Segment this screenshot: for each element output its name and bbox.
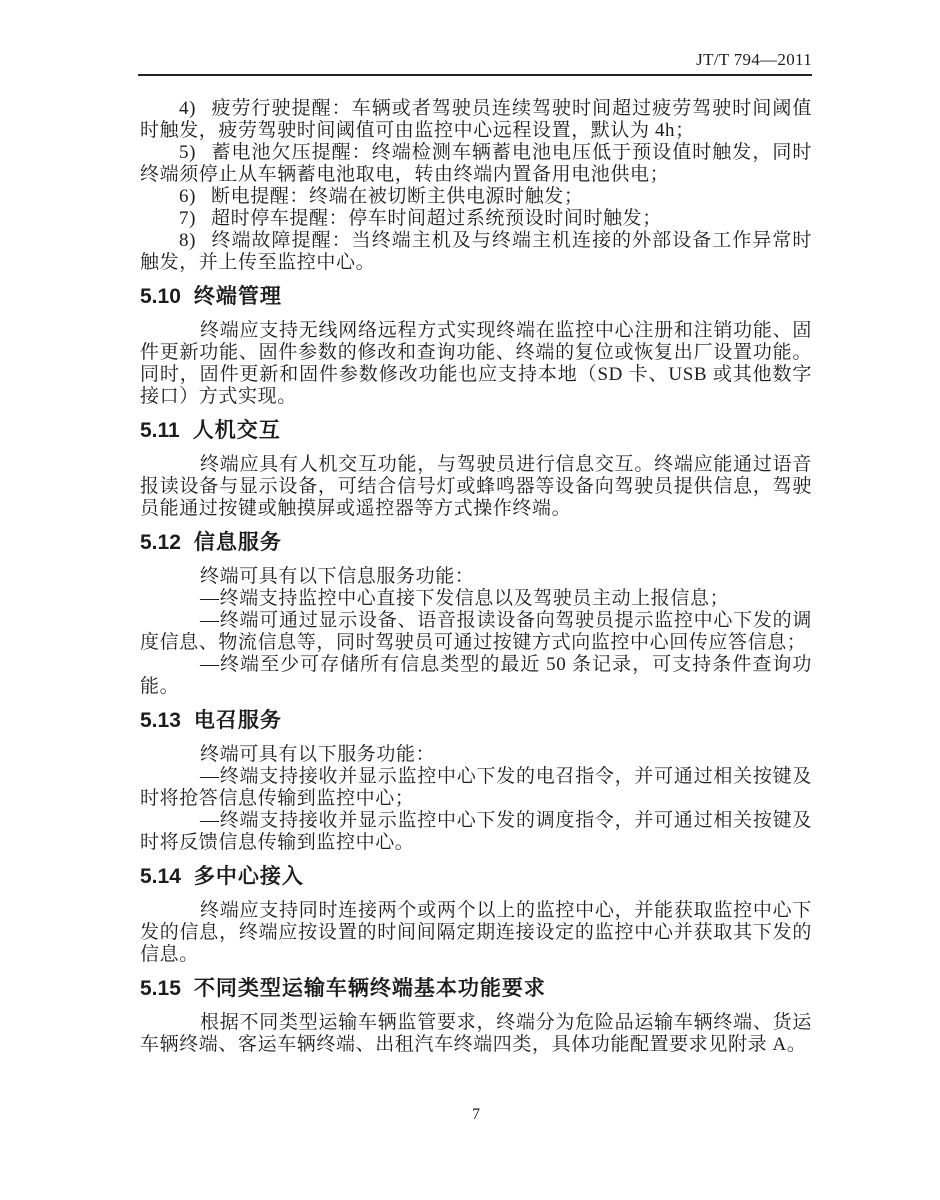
- section-paragraph: —终端支持监控中心直接下发信息以及驾驶员主动上报信息；: [200, 588, 730, 609]
- section-paragraph: —终端可通过显示设备、语音报读设备向驾驶员提示监控中心下发的调度信息、物流信息等，同时驾驶员可通过按键方式向监控中心回传应答信息；: [140, 610, 812, 653]
- section-paragraph: 终端可具有以下服务功能：: [200, 744, 436, 765]
- section-title: 电召服务: [193, 709, 282, 732]
- list-item-number: 4): [179, 98, 197, 119]
- page-number: 7: [472, 1106, 480, 1123]
- section-paragraph: —终端至少可存储所有信息类型的最近 50 条记录，可支持条件查询功能。: [140, 654, 812, 697]
- section-title: 终端管理: [193, 285, 282, 308]
- section-5-10: [140, 286, 812, 408]
- list-item-number: 8): [179, 230, 197, 251]
- section-heading: [140, 532, 812, 554]
- section-paragraph: —终端支持接收并显示监控中心下发的调度指令，并可通过相关按键及时将反馈信息传输到监控中心。: [140, 810, 812, 853]
- section-5-11: [140, 420, 812, 520]
- section-number: 5.10: [140, 285, 181, 308]
- section-number: 5.15: [140, 977, 181, 1000]
- list-item-number: 5): [179, 142, 197, 163]
- section-paragraph: 终端可具有以下信息服务功能：: [200, 566, 475, 587]
- section-paragraph: —终端支持接收并显示监控中心下发的电召指令，并可通过相关按键及时将抢答信息传输到监控中心；: [140, 766, 812, 809]
- list-item: [140, 142, 812, 186]
- section-paragraph: 根据不同类型运输车辆监管要求，终端分为危险品运输车辆终端、货运车辆终端、客运车辆终端、出租汽车终端四类，具体功能配置要求见附录 A。: [140, 1012, 812, 1055]
- list-item: [140, 186, 812, 208]
- section-heading: [140, 978, 812, 1000]
- section-5-15: [140, 978, 812, 1056]
- page-header: [138, 50, 812, 76]
- section-number: 5.13: [140, 709, 181, 732]
- section-heading: [140, 420, 812, 442]
- section-title: 人机交互: [192, 419, 281, 442]
- list-item-number: 6): [179, 186, 197, 207]
- list-item-text: 超时停车提醒：停车时间超过系统预设时间时触发；: [211, 208, 662, 229]
- section-heading: [140, 866, 812, 888]
- list-item-text: 蓄电池欠压提醒：终端检测车辆蓄电池电压低于预设值时触发，同时终端须停止从车辆蓄电池取电，转由终端内置备用电池供电；: [140, 142, 812, 185]
- section-paragraph: 终端应具有人机交互功能，与驾驶员进行信息交互。终端应能通过语音报读设备与显示设备，可结合信号灯或蜂鸣器等设备向驾驶员提供信息，驾驶员能通过按键或触摸屏或遥控器等方式操作终端。: [140, 454, 812, 519]
- section-number: 5.14: [140, 865, 181, 888]
- section-number: 5.11: [140, 419, 180, 442]
- section-5-13: [140, 710, 812, 854]
- list-item-text: 疲劳行驶提醒：车辆或者驾驶员连续驾驶时间超过疲劳驾驶时间阈值时触发，疲劳驾驶时间阈值可由监控中心远程设置，默认为 4h；: [140, 98, 812, 141]
- page-content: [140, 98, 812, 1056]
- section-title: 多中心接入: [193, 865, 304, 888]
- section-title: 信息服务: [193, 531, 282, 554]
- section-heading: [140, 710, 812, 732]
- section-title: 不同类型运输车辆终端基本功能要求: [193, 977, 546, 1000]
- section-5-14: [140, 866, 812, 966]
- list-item: [140, 98, 812, 142]
- list-item-number: 7): [179, 208, 197, 229]
- list-item-text: 断电提醒：终端在被切断主供电源时触发；: [211, 186, 584, 207]
- doc-number: JT/T 794—2011: [696, 50, 812, 69]
- list-item: [140, 230, 812, 274]
- list-item-text: 终端故障提醒：当终端主机及与终端主机连接的外部设备工作异常时触发，并上传至监控中心。: [140, 230, 812, 273]
- section-5-12: [140, 532, 812, 698]
- section-heading: [140, 286, 812, 308]
- list-item: [140, 208, 812, 230]
- section-paragraph: 终端应支持无线网络远程方式实现终端在监控中心注册和注销功能、固件更新功能、固件参数的修改和查询功能、终端的复位或恢复出厂设置功能。同时，固件更新和固件参数修改功能也应支持本地（SD 卡、USB 或其他数字接口）方式实现。: [140, 320, 812, 407]
- section-paragraph: 终端应支持同时连接两个或两个以上的监控中心，并能获取监控中心下发的信息，终端应按设置的时间间隔定期连接设定的监控中心并获取其下发的信息。: [140, 900, 812, 965]
- section-number: 5.12: [140, 531, 181, 554]
